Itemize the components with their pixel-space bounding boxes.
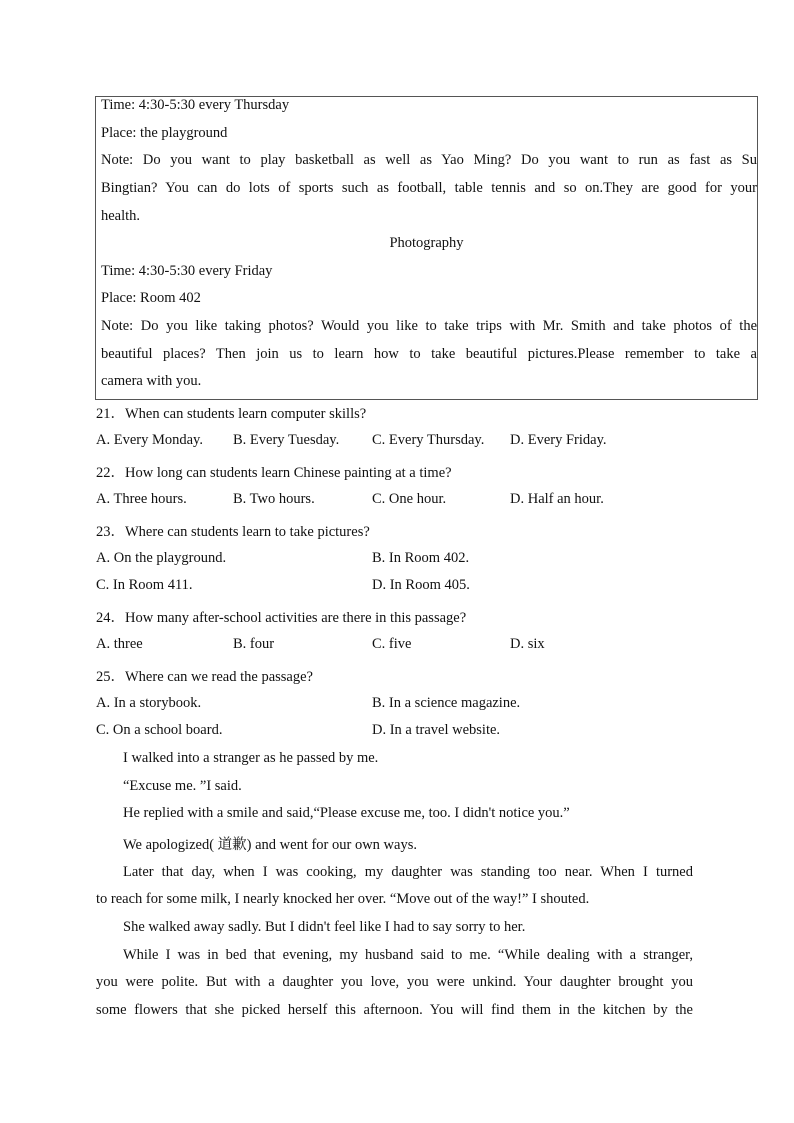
passage-paragraph-4: We apologized( 道歉) and went for our own ways. (123, 837, 417, 853)
question-23-option-d: D. In Room 405. (372, 577, 470, 593)
question-24-stem: 24．How many after-school activities are there in this passage? (96, 610, 467, 626)
question-22-option-c: C. One hour. (372, 491, 447, 507)
club1-place: Place: the playground (101, 125, 228, 141)
passage-paragraph-7-line1: While I was in bed that evening, my husband said to me. “While dealing with a stranger, (123, 947, 693, 963)
question-25-option-d: D. In a travel website. (372, 722, 501, 738)
question-21-option-d: D. Every Friday. (510, 432, 607, 448)
passage-paragraph-7-line3: some flowers that she picked herself this afternoon. You will find them in the kitchen by the (96, 1002, 693, 1018)
question-22-option-b: B. Two hours. (233, 491, 315, 507)
question-21-option-a: A. Every Monday. (96, 432, 203, 448)
question-23-stem: 23．Where can students learn to take pictures? (96, 524, 370, 540)
question-25-option-b: B. In a science magazine. (372, 695, 521, 711)
club2-note-line2: beautiful places? Then join us to learn how to take beautiful pictures.Please remember to take a (101, 346, 757, 362)
question-25-stem: 25．Where can we read the passage? (96, 669, 313, 685)
club2-note-line3: camera with you. (101, 373, 202, 389)
club1-note-line1: Note: Do you want to play basketball as well as Yao Ming? Do you want to run as fast as Su (101, 152, 757, 168)
passage-paragraph-7-line2: you were polite. But with a daughter you love, you were unkind. Your daughter brought you (96, 974, 693, 990)
question-23-option-c: C. In Room 411. (96, 577, 193, 593)
question-25-option-a: A. In a storybook. (96, 695, 202, 711)
club1-time: Time: 4:30-5:30 every Thursday (101, 97, 290, 113)
question-22-option-a: A. Three hours. (96, 491, 187, 507)
question-22-stem: 22．How long can students learn Chinese painting at a time? (96, 465, 452, 481)
club2-place: Place: Room 402 (101, 290, 201, 306)
passage-paragraph-5-line2: to reach for some milk, I nearly knocked her over. “Move out of the way!” I shouted. (96, 891, 590, 907)
question-23-option-a: A. On the playground. (96, 550, 227, 566)
question-22-option-d: D. Half an hour. (510, 491, 604, 507)
question-23-option-b: B. In Room 402. (372, 550, 470, 566)
question-25-option-c: C. On a school board. (96, 722, 223, 738)
question-24-option-c: C. five (372, 636, 412, 652)
club1-note-line2: Bingtian? You can do lots of sports such as football, table tennis and so on.They are good for your (101, 180, 757, 196)
club1-note-line3: health. (101, 208, 141, 224)
club2-time: Time: 4:30-5:30 every Friday (101, 263, 273, 279)
passage-paragraph-1: I walked into a stranger as he passed by me. (123, 750, 379, 766)
question-21-option-b: B. Every Tuesday. (233, 432, 340, 448)
question-24-option-a: A. three (96, 636, 143, 652)
passage-paragraph-2: “Excuse me. ”I said. (123, 778, 242, 794)
club2-note-line1: Note: Do you like taking photos? Would you like to take trips with Mr. Smith and take photos of the (101, 318, 757, 334)
question-21-option-c: C. Every Thursday. (372, 432, 485, 448)
passage-paragraph-3: He replied with a smile and said,“Please excuse me, too. I didn't notice you.” (123, 805, 570, 821)
question-24-option-d: D. six (510, 636, 545, 652)
question-24-option-b: B. four (233, 636, 275, 652)
passage-paragraph-6: She walked away sadly. But I didn't feel like I had to say sorry to her. (123, 919, 526, 935)
question-21-stem: 21．When can students learn computer skills? (96, 406, 367, 422)
club2-title: Photography (389, 235, 464, 251)
passage-paragraph-5-line1: Later that day, when I was cooking, my daughter was standing too near. When I turned (123, 864, 693, 880)
